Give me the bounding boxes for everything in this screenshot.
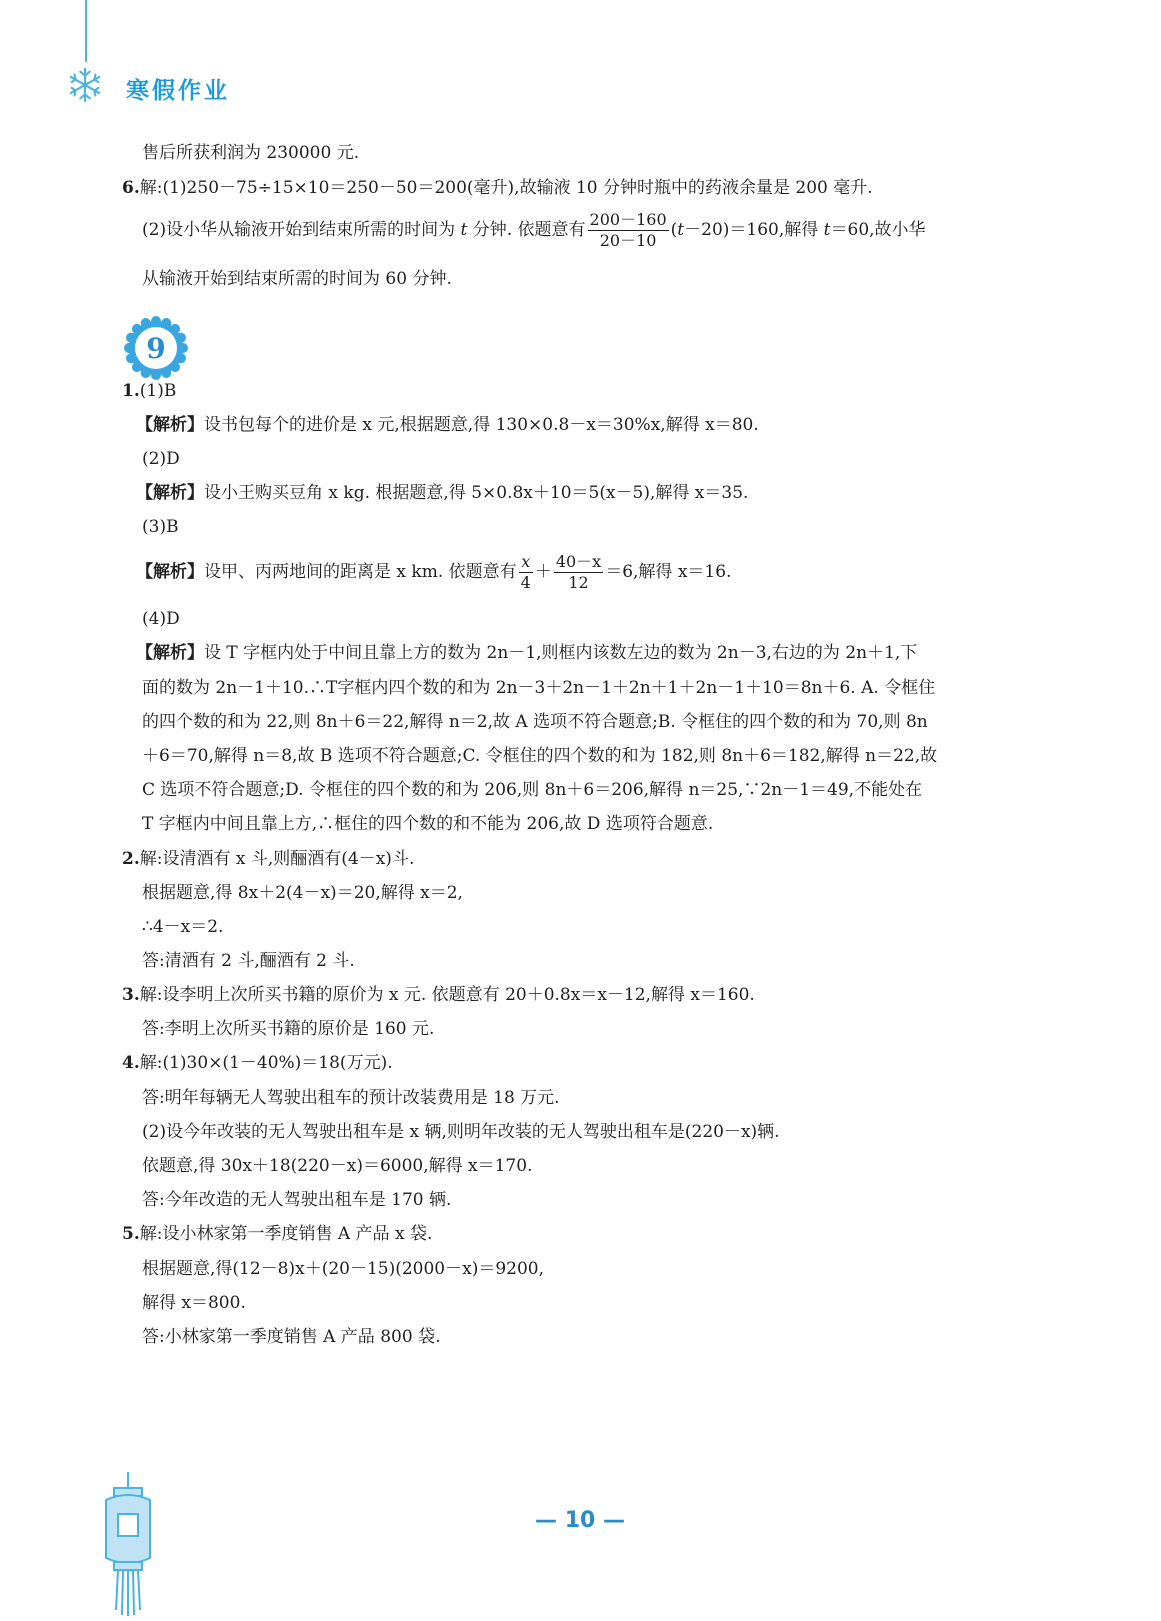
q4-l1: 解:(1)30×(1－40%)＝18(万元). — [139, 1053, 393, 1073]
q1-number: 1. — [122, 381, 140, 401]
fraction-x-over-4 — [519, 552, 533, 593]
analysis-tag: 【解析】 — [136, 415, 204, 435]
q1-answer-2: (2)D — [142, 449, 180, 469]
snowflake-icon — [66, 66, 104, 104]
q6-part2-text-c: ( — [670, 220, 678, 240]
q1-explanation-4-line4: ＋6＝70,解得 n＝8,故 B 选项不符合题意;C. 令框住的四个数的和为 182,则 8n＋6＝182,解得 n＝22,故 — [142, 746, 938, 766]
q2-l1: 解:设清酒有 x 斗,则酾酒有(4－x)斗. — [139, 849, 415, 869]
fraction-numerator: 40－x — [555, 552, 602, 571]
section-number: 9 — [146, 332, 166, 365]
q6-part2-text-a: (2)设小华从输液开始到结束所需的时间为 — [142, 220, 461, 240]
q1-answer-4: (4)D — [142, 609, 180, 629]
q1-a1: (1)B — [139, 381, 177, 401]
q4-number: 4. — [122, 1053, 140, 1073]
q1-e3a: 设甲、丙两地间的距离是 x km. 依题意有 — [204, 562, 517, 582]
q6-number: 6. — [122, 178, 140, 198]
q6-part1 — [122, 177, 873, 199]
q1-e3b: ＝6,解得 x＝16. — [605, 562, 732, 582]
fraction-denominator: 12 — [568, 573, 589, 592]
header-title: 寒假作业 — [126, 78, 230, 104]
q2-line2: 根据题意,得 8x＋2(4－x)＝20,解得 x＝2, — [142, 883, 463, 903]
fraction-denominator: 20－10 — [599, 231, 657, 250]
q6-part2-text-d: －20)＝160,解得 — [684, 220, 824, 240]
q5-l1: 解:设小林家第一季度销售 A 产品 x 袋. — [139, 1224, 433, 1244]
analysis-tag: 【解析】 — [136, 562, 204, 582]
header-line — [85, 0, 87, 62]
q1-answer-3: (3)B — [142, 517, 179, 537]
q4-line5: 答:今年改造的无人驾驶出租车是 170 辆. — [142, 1190, 452, 1210]
q2-line4: 答:清酒有 2 斗,酾酒有 2 斗. — [142, 951, 355, 971]
q6-fraction — [588, 210, 669, 251]
q3-line1 — [122, 984, 755, 1006]
q5-line4: 答:小林家第一季度销售 A 产品 800 袋. — [142, 1327, 441, 1347]
q4-line1 — [122, 1052, 393, 1074]
q1-explanation-2 — [136, 482, 748, 504]
section-badge-icon — [124, 316, 188, 380]
q1-explanation-3: 【解析】设甲、丙两地间的距离是 x km. 依题意有 $\frac{x}{4}$ ＋ $\frac{40-x}{12}$ ＝6,解得 x＝16. — [136, 552, 732, 592]
fraction-numerator: 200－160 — [589, 210, 667, 229]
q1-e4-1: 设 T 字框内处于中间且靠上方的数为 2n－1,则框内该数左边的数为 2n－3,右边的为 2n＋1,下 — [204, 643, 918, 663]
q6-part2 — [142, 208, 926, 252]
q5-number: 5. — [122, 1224, 140, 1244]
page-number: — 10 — — [535, 1508, 625, 1533]
fraction-denominator: 4 — [520, 573, 531, 592]
q3-line2: 答:李明上次所买书籍的原价是 160 元. — [142, 1019, 435, 1039]
q1-e1: 设书包每个的进价是 x 元,根据题意,得 130×0.8－x＝30%x,解得 x＝80. — [204, 415, 759, 435]
q5-line1 — [122, 1223, 432, 1245]
fraction-40-x-over-12 — [554, 552, 603, 593]
q2-line3: ∴4－x＝2. — [142, 917, 224, 937]
fraction-numerator: x — [519, 552, 533, 573]
q1-answer-1 — [122, 380, 176, 402]
q4-line2: 答:明年每辆无人驾驶出租车的预计改装费用是 18 万元. — [142, 1088, 560, 1108]
q1-explanation-4-line5: C 选项不符合题意;D. 令框住的四个数的和为 206,则 8n＋6＝206,解得 n＝25,∵2n－1＝49,不能处在 — [142, 780, 923, 800]
q1-explanation-4-line2: 面的数为 2n－1＋10.∴T字框内四个数的和为 2n－3＋2n－1＋2n＋1＋2n－1＋10＝8n＋6. A. 令框住 — [142, 678, 936, 698]
q3-number: 3. — [122, 985, 140, 1005]
q5-line3: 解得 x＝800. — [142, 1293, 246, 1313]
q1-explanation-4-line1 — [136, 642, 917, 664]
q3-l1: 解:设李明上次所买书籍的原价为 x 元. 依题意有 20＋0.8x＝x－12,解得 x＝160. — [139, 985, 755, 1005]
analysis-tag: 【解析】 — [136, 643, 204, 663]
var-t: t — [460, 220, 468, 240]
analysis-tag: 【解析】 — [136, 483, 204, 503]
q4-line4: 依题意,得 30x＋18(220－x)＝6000,解得 x＝170. — [142, 1156, 533, 1176]
q6-part1-text: 解:(1)250－75÷15×10＝250－50＝200(毫升),故输液 10 分钟时瓶中的药液余量是 200 毫升. — [139, 178, 873, 198]
continued-answer: 售后所获利润为 230000 元. — [142, 143, 360, 163]
q5-line2: 根据题意,得(12－8)x＋(20－15)(2000－x)＝9200, — [142, 1259, 545, 1279]
q1-e2: 设小王购买豆角 x kg. 根据题意,得 5×0.8x＋10＝5(x－5),解得 x＝35. — [204, 483, 749, 503]
q2-line1 — [122, 848, 414, 870]
q1-explanation-4-line3: 的四个数的和为 22,则 8n＋6＝22,解得 n＝2,故 A 选项不符合题意;B. 令框住的四个数的和为 70,则 8n — [142, 712, 928, 732]
var-t: t — [823, 220, 831, 240]
q6-part3: 从输液开始到结束所需的时间为 60 分钟. — [142, 269, 452, 289]
q6-part2-text-b: 分钟. 依题意有 — [467, 220, 586, 240]
q6-part2-text-e: ＝60,故小华 — [830, 220, 926, 240]
q2-number: 2. — [122, 849, 140, 869]
var-t: t — [677, 220, 685, 240]
q1-explanation-1 — [136, 414, 759, 436]
q1-explanation-4-line6: T 字框内中间且靠上方,∴框住的四个数的和不能为 206,故 D 选项符合题意. — [142, 814, 714, 834]
q4-line3: (2)设今年改装的无人驾驶出租车是 x 辆,则明年改装的无人驾驶出租车是(220－x)辆. — [142, 1122, 780, 1142]
lantern-icon — [92, 1470, 164, 1620]
